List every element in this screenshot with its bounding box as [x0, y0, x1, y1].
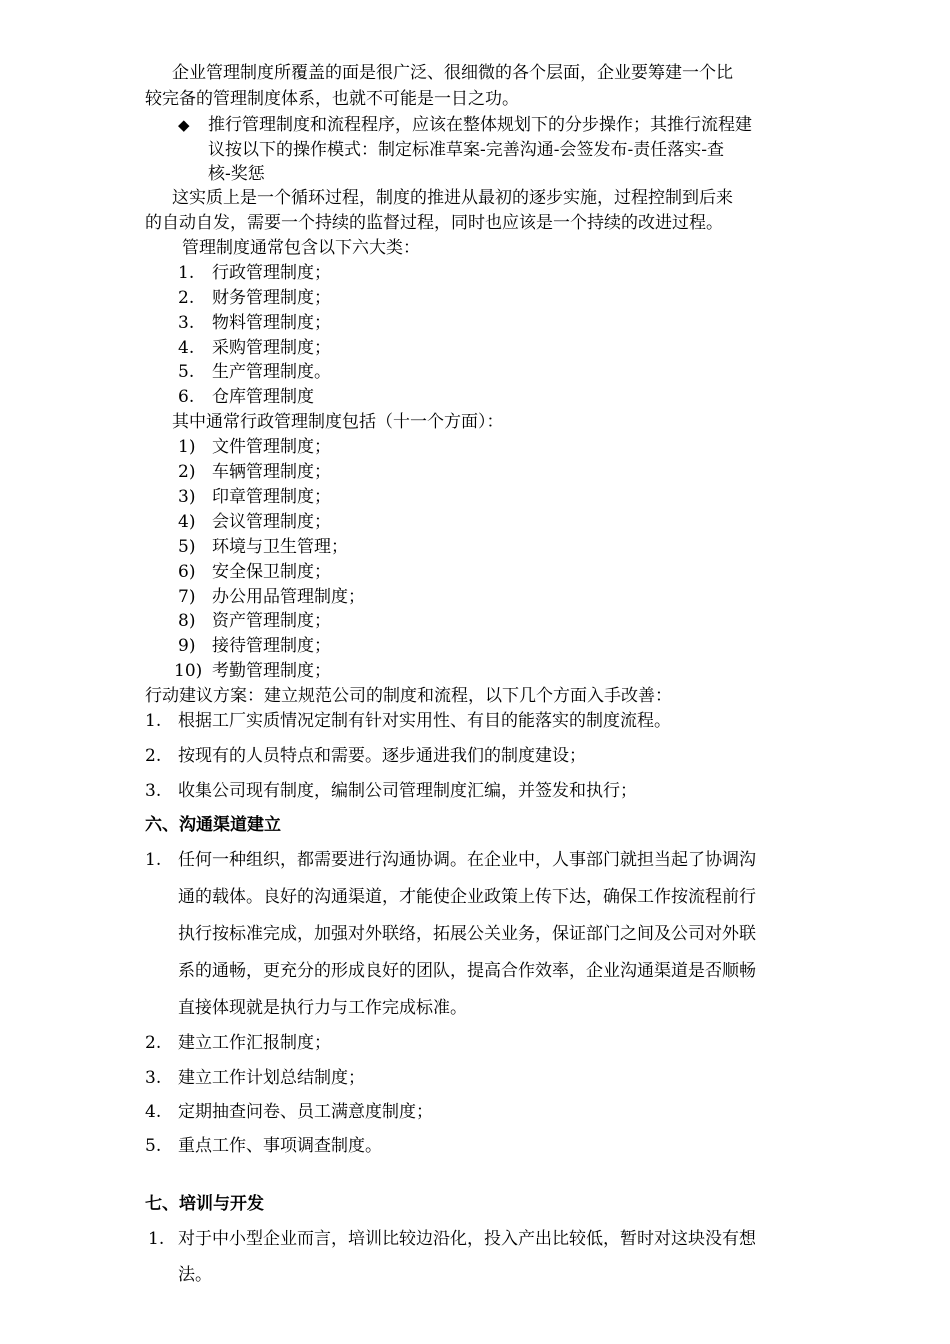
list-number: 8) [178, 611, 196, 631]
list-number: 3) [178, 487, 196, 507]
section-7-title: 七、培训与开发 [145, 1194, 264, 1214]
list-item: 建立工作汇报制度； [178, 1033, 331, 1053]
list-number: 1. [145, 850, 162, 870]
list-item: 建立工作计划总结制度； [178, 1068, 365, 1088]
list-item: 接待管理制度； [212, 636, 331, 656]
list-number: 3. [145, 781, 162, 801]
list-item: 按现有的人员特点和需要。逐步通进我们的制度建设； [178, 746, 586, 766]
list-item: 定期抽查问卷、员工满意度制度； [178, 1102, 433, 1122]
list-number: 4. [178, 338, 195, 358]
list-item: 会议管理制度； [212, 512, 331, 532]
bullet-line: 议按以下的操作模式：制定标准草案-完善沟通-会签发布-责任落实-查 [208, 140, 724, 160]
list-number: 4. [145, 1102, 162, 1122]
list-item: 生产管理制度。 [212, 362, 331, 382]
list-number: 7) [178, 587, 196, 607]
section-6-text-line: 通的载体。良好的沟通渠道，才能使企业政策上传下达，确保工作按流程前行 [178, 887, 756, 907]
section-6-text-line: 任何一种组织，都需要进行沟通协调。在企业中，人事部门就担当起了协调沟 [178, 850, 756, 870]
section-6-text-line: 直接体现就是执行力与工作完成标准。 [178, 998, 467, 1018]
list-number: 1. [178, 263, 195, 283]
list-item: 办公用品管理制度； [212, 587, 365, 607]
list-number: 5. [145, 1136, 162, 1156]
action-intro: 行动建议方案：建立规范公司的制度和流程，以下几个方面入手改善： [145, 686, 672, 706]
list-item: 仓库管理制度 [212, 387, 314, 407]
list-item: 物料管理制度； [212, 313, 331, 333]
list-number: 9) [178, 636, 196, 656]
list-number: 5) [178, 537, 196, 557]
list-item: 考勤管理制度； [212, 661, 331, 681]
list-number: 3. [178, 313, 195, 333]
diamond-bullet-icon: ◆ [178, 116, 190, 134]
list-item: 根据工厂实质情况定制有针对实用性、有目的能落实的制度流程。 [178, 711, 671, 731]
list-number: 10) [174, 661, 203, 681]
list-item: 采购管理制度； [212, 338, 331, 358]
list-number: 1. [145, 711, 162, 731]
list-number: 2. [145, 746, 162, 766]
section-6-text-line: 执行按标准完成，加强对外联络，拓展公关业务，保证部门之间及公司对外联 [178, 924, 756, 944]
list-number: 6) [178, 562, 196, 582]
section-7-text-line: 对于中小型企业而言，培训比较边沿化，投入产出比较低，暂时对这块没有想 [178, 1229, 756, 1249]
admin-intro: 其中通常行政管理制度包括（十一个方面）： [172, 412, 504, 432]
list-number: 1. [148, 1229, 165, 1249]
list-item: 环境与卫生管理； [212, 537, 348, 557]
intro-paragraph-line: 较完备的管理制度体系，也就不可能是一日之功。 [145, 89, 519, 109]
list-item: 印章管理制度； [212, 487, 331, 507]
list-item: 收集公司现有制度，编制公司管理制度汇编，并签发和执行； [178, 781, 637, 801]
list-number: 1) [178, 437, 196, 457]
cycle-paragraph-line: 这实质上是一个循环过程，制度的推进从最初的逐步实施，过程控制到后来 [172, 188, 733, 208]
list-number: 3. [145, 1068, 162, 1088]
list-item: 车辆管理制度； [212, 462, 331, 482]
section-6-text-line: 系的通畅，更充分的形成良好的团队，提高合作效率，企业沟通渠道是否顺畅 [178, 961, 756, 981]
section-7-text-line: 法。 [178, 1265, 212, 1285]
list-item: 行政管理制度； [212, 263, 331, 283]
list-number: 2. [145, 1033, 162, 1053]
section-6-title: 六、沟通渠道建立 [145, 815, 281, 835]
cycle-paragraph-line: 的自动自发，需要一个持续的监督过程，同时也应该是一个持续的改进过程。 [145, 213, 723, 233]
list-number: 5. [178, 362, 195, 382]
categories-intro: 管理制度通常包含以下六大类： [182, 238, 420, 258]
list-item: 安全保卫制度； [212, 562, 331, 582]
list-number: 4) [178, 512, 196, 532]
list-item: 文件管理制度； [212, 437, 331, 457]
bullet-line: 推行管理制度和流程程序，应该在整体规划下的分步操作；其推行流程建 [208, 115, 752, 135]
list-item: 财务管理制度； [212, 288, 331, 308]
list-number: 2. [178, 288, 195, 308]
list-item: 资产管理制度； [212, 611, 331, 631]
intro-paragraph-line: 企业管理制度所覆盖的面是很广泛、很细微的各个层面，企业要筹建一个比 [172, 63, 733, 83]
list-number: 6. [178, 387, 195, 407]
list-number: 2) [178, 462, 196, 482]
list-item: 重点工作、事项调查制度。 [178, 1136, 382, 1156]
bullet-line: 核-奖惩 [208, 164, 265, 184]
